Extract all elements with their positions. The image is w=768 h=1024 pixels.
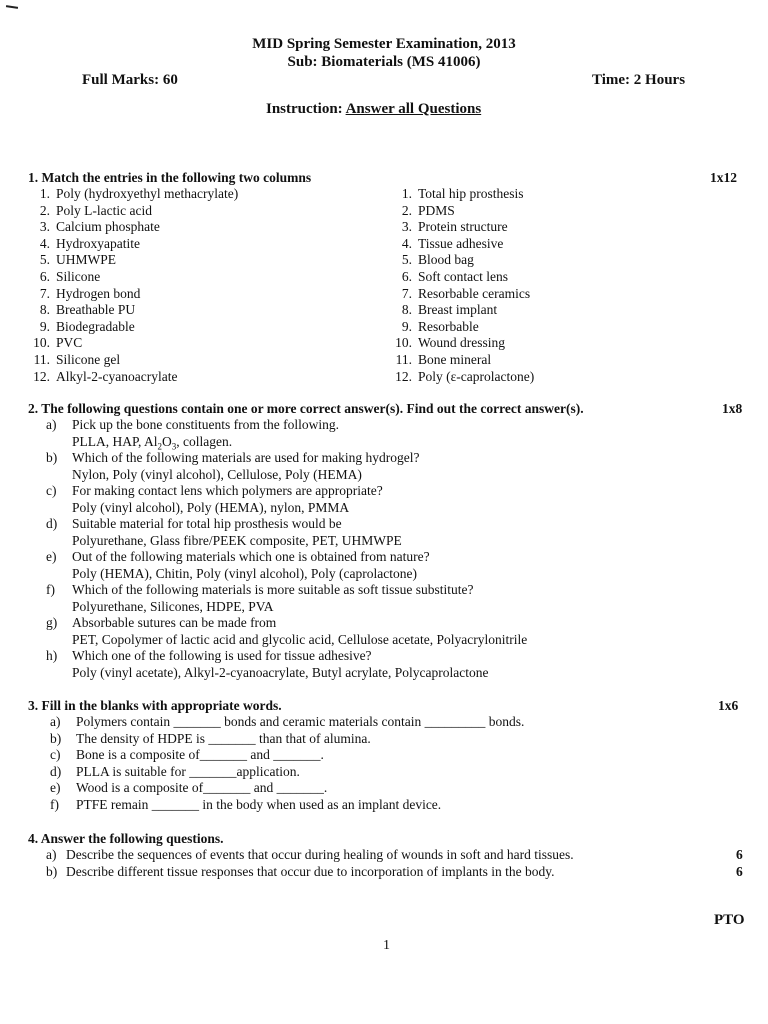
- q3-title: 3. Fill in the blanks with appropriate words.: [28, 698, 282, 713]
- q3-marks: 1x6: [718, 698, 739, 713]
- item-text: Silicone gel: [56, 352, 121, 367]
- q1-right-item: [390, 302, 497, 318]
- item-text: Soft contact lens: [418, 269, 508, 284]
- instruction-prefix: Instruction:: [266, 101, 346, 117]
- q3-item: [50, 797, 441, 813]
- item-text: Calcium phosphate: [56, 219, 160, 235]
- q2-label: a): [46, 417, 57, 432]
- item-number: 11.: [395, 352, 412, 367]
- item-number: 8.: [39, 302, 50, 318]
- q1-left-item: [28, 269, 100, 285]
- item-number: 12.: [33, 368, 50, 384]
- item-number: 6.: [401, 269, 412, 284]
- item-number: 5.: [39, 252, 50, 268]
- q1-right-item: [390, 352, 491, 368]
- q4-title: 4. Answer the following questions.: [28, 831, 224, 846]
- q3-text: Wood is a composite of_______ and _______.: [76, 780, 328, 795]
- q1-right-item: [390, 236, 503, 252]
- q3-item: [50, 714, 524, 730]
- q1-left-item: [28, 352, 120, 368]
- q2-question-text: Pick up the bone constituents from the following.: [72, 417, 339, 432]
- q4-marks: 6: [736, 847, 743, 862]
- q1-left-item: [28, 369, 177, 385]
- item-text: Poly L-lactic acid: [56, 202, 152, 218]
- item-number: 9.: [39, 318, 50, 334]
- q2-question: [46, 648, 372, 664]
- q4-text: Describe the sequences of events that occur during healing of wounds in soft and hard tissues.: [66, 847, 574, 862]
- item-number: 10.: [395, 335, 412, 351]
- q4-label: b): [46, 863, 58, 879]
- q3-text: Polymers contain _______ bonds and ceramic materials contain _________ bonds.: [76, 714, 525, 729]
- q2-question-text: Which of the following materials are used for making hydrogel?: [72, 450, 420, 465]
- item-number: 2.: [39, 202, 50, 218]
- q2-label: h): [46, 648, 58, 663]
- item-text: Tissue adhesive: [418, 235, 504, 251]
- q3-label: b): [50, 730, 62, 746]
- item-text: Poly (ε-caprolactone): [418, 368, 535, 384]
- q2-options: [72, 599, 274, 615]
- q2-options: [72, 533, 402, 549]
- q2-question-text: For making contact lens which polymers are appropriate?: [72, 483, 383, 498]
- q4-label: a): [46, 847, 57, 862]
- item-number: 8.: [401, 302, 412, 318]
- q1-marks: 1x12: [710, 170, 737, 185]
- q2-question-text: Absorbable sutures can be made from: [72, 615, 277, 630]
- q3-item: [50, 747, 324, 763]
- q1-right-item: [390, 269, 508, 285]
- q1-left-item: [28, 236, 140, 252]
- item-text: Biodegradable: [56, 318, 135, 334]
- q1-left-item: [28, 252, 116, 268]
- q2-question: [46, 615, 276, 631]
- q2-options-post: , collagen.: [176, 433, 233, 449]
- q3-label: e): [50, 780, 61, 795]
- item-number: 5.: [401, 252, 412, 268]
- q1-left-item: [28, 286, 140, 302]
- q3-label: d): [50, 763, 62, 779]
- item-number: 12.: [395, 368, 412, 384]
- q2-options-mid: O: [162, 433, 172, 449]
- item-text: Bone mineral: [418, 352, 492, 367]
- q2-question: [46, 582, 474, 598]
- corner-pen-mark: [6, 5, 18, 9]
- instruction: [266, 101, 481, 118]
- item-number: 10.: [33, 335, 50, 351]
- q2-options-text: Poly (HEMA), Chitin, Poly (vinyl alcohol), Poly (caprolactone): [72, 565, 417, 581]
- q2-label: d): [46, 516, 58, 531]
- item-number: 1.: [39, 186, 50, 201]
- q2-options: [72, 566, 417, 582]
- item-text: Resorbable ceramics: [418, 285, 531, 301]
- q2-question: [46, 483, 383, 499]
- q1-right-item: [390, 335, 505, 351]
- item-text: PDMS: [418, 202, 455, 218]
- q2-label: g): [46, 615, 58, 630]
- q2-marks: 1x8: [722, 401, 743, 416]
- item-text: Wound dressing: [418, 335, 506, 351]
- q4-text: Describe different tissue responses that occur due to incorporation of implants in the body.: [66, 863, 555, 879]
- q4-item: [46, 847, 574, 863]
- q2-question-text: Which one of the following is used for tissue adhesive?: [72, 648, 372, 663]
- q1-right-item: [390, 203, 455, 219]
- q2-options-sub2: 3: [171, 441, 177, 452]
- q2-label: f): [46, 582, 55, 597]
- q2-question: [46, 417, 339, 433]
- q1-right-item: [390, 319, 479, 335]
- q3-item: [50, 780, 327, 796]
- item-number: 3.: [401, 219, 412, 235]
- q1-right-item: [390, 286, 530, 302]
- q3-text: PLLA is suitable for _______application.: [76, 763, 300, 779]
- item-text: Hydrogen bond: [56, 285, 141, 301]
- q3-text: Bone is a composite of_______ and _______.: [76, 747, 324, 762]
- q3-item: [50, 764, 300, 780]
- q1-left-item: [28, 219, 160, 235]
- q2-question: [46, 516, 342, 532]
- q3-item: [50, 731, 371, 747]
- subject-line: Sub: Biomaterials (MS 41006): [287, 54, 481, 70]
- item-number: 1.: [401, 186, 412, 201]
- q3-text: PTFE remain _______ in the body when used as an implant device.: [76, 796, 442, 812]
- q3-text: The density of HDPE is _______ than that of alumina.: [76, 730, 371, 746]
- item-text: UHMWPE: [56, 252, 116, 268]
- item-number: 4.: [39, 235, 50, 251]
- time-allowed: Time: 2 Hours: [592, 72, 686, 88]
- q2-question-text: Suitable material for total hip prosthesis would be: [72, 516, 342, 531]
- q3-label: f): [50, 796, 59, 812]
- q2-options-text: PET, Copolymer of lactic acid and glycolic acid, Cellulose acetate, Polyacrylonitrile: [72, 631, 528, 647]
- q2-title: 2. The following questions contain one or more correct answer(s). Find out the correct answer(s).: [28, 401, 584, 416]
- item-number: 11.: [33, 352, 50, 367]
- item-text: Breast implant: [418, 302, 498, 318]
- exam-title: MID Spring Semester Examination, 2013: [252, 36, 516, 52]
- item-number: 7.: [401, 285, 412, 301]
- q2-options-text: Polyurethane, Glass fibre/PEEK composite, PET, UHMWPE: [72, 532, 402, 548]
- item-text: PVC: [56, 335, 83, 351]
- full-marks: Full Marks: 60: [82, 72, 178, 88]
- q2-question-text: Which of the following materials is more suitable as soft tissue substitute?: [72, 582, 474, 597]
- q1-left-item: [28, 335, 82, 351]
- item-text: Hydroxyapatite: [56, 235, 140, 251]
- item-text: Breathable PU: [56, 302, 136, 318]
- q1-left-item: [28, 186, 238, 202]
- item-number: 6.: [39, 269, 50, 284]
- pto-label: PTO: [714, 912, 745, 928]
- q4-marks: 6: [736, 863, 743, 879]
- item-number: 4.: [401, 235, 412, 251]
- item-number: 9.: [401, 318, 412, 334]
- item-text: Alkyl-2-cyanoacrylate: [56, 368, 178, 384]
- q1-right-item: [390, 369, 534, 385]
- instruction-text: Answer all Questions: [345, 101, 482, 117]
- q2-options-text: Nylon, Poly (vinyl alcohol), Cellulose, Poly (HEMA): [72, 466, 362, 482]
- q2-options-text: Poly (vinyl acetate), Alkyl-2-cyanoacrylate, Butyl acrylate, Polycaprolactone: [72, 664, 489, 680]
- q2-question-text: Out of the following materials which one is obtained from nature?: [72, 549, 430, 564]
- item-text: Blood bag: [418, 252, 474, 268]
- q2-options-text: Polyurethane, Silicones, HDPE, PVA: [72, 598, 274, 614]
- q2-options: [72, 467, 362, 483]
- q2-options-text: Poly (vinyl alcohol), Poly (HEMA), nylon, PMMA: [72, 499, 350, 515]
- item-text: Protein structure: [418, 219, 508, 235]
- q2-label: e): [46, 549, 57, 564]
- q2-question: [46, 450, 420, 466]
- item-text: Silicone: [56, 269, 101, 284]
- item-text: Resorbable: [418, 318, 479, 334]
- q2-options-sub1: 2: [157, 441, 163, 452]
- q2-options: [72, 665, 488, 681]
- q4-item: [46, 864, 555, 880]
- item-number: 3.: [39, 219, 50, 235]
- q1-left-item: [28, 319, 135, 335]
- q1-right-item: [390, 252, 474, 268]
- page-number: 1: [383, 938, 390, 953]
- q2-options-pre: PLLA, HAP, Al: [72, 433, 158, 449]
- item-number: 2.: [401, 202, 412, 218]
- q2-options: [72, 500, 349, 516]
- item-text: Poly (hydroxyethyl methacrylate): [56, 186, 239, 201]
- q3-label: c): [50, 747, 61, 762]
- q3-label: a): [50, 714, 61, 729]
- q1-right-item: [390, 186, 524, 202]
- q1-left-item: [28, 203, 152, 219]
- q1-left-item: [28, 302, 135, 318]
- item-number: 7.: [39, 285, 50, 301]
- q2-options: [72, 632, 527, 648]
- q1-right-item: [390, 219, 508, 235]
- q2-label: b): [46, 450, 58, 465]
- q2-question: [46, 549, 430, 565]
- item-text: Total hip prosthesis: [418, 186, 524, 201]
- q2-label: c): [46, 483, 57, 498]
- q1-title: 1. Match the entries in the following two columns: [28, 170, 312, 185]
